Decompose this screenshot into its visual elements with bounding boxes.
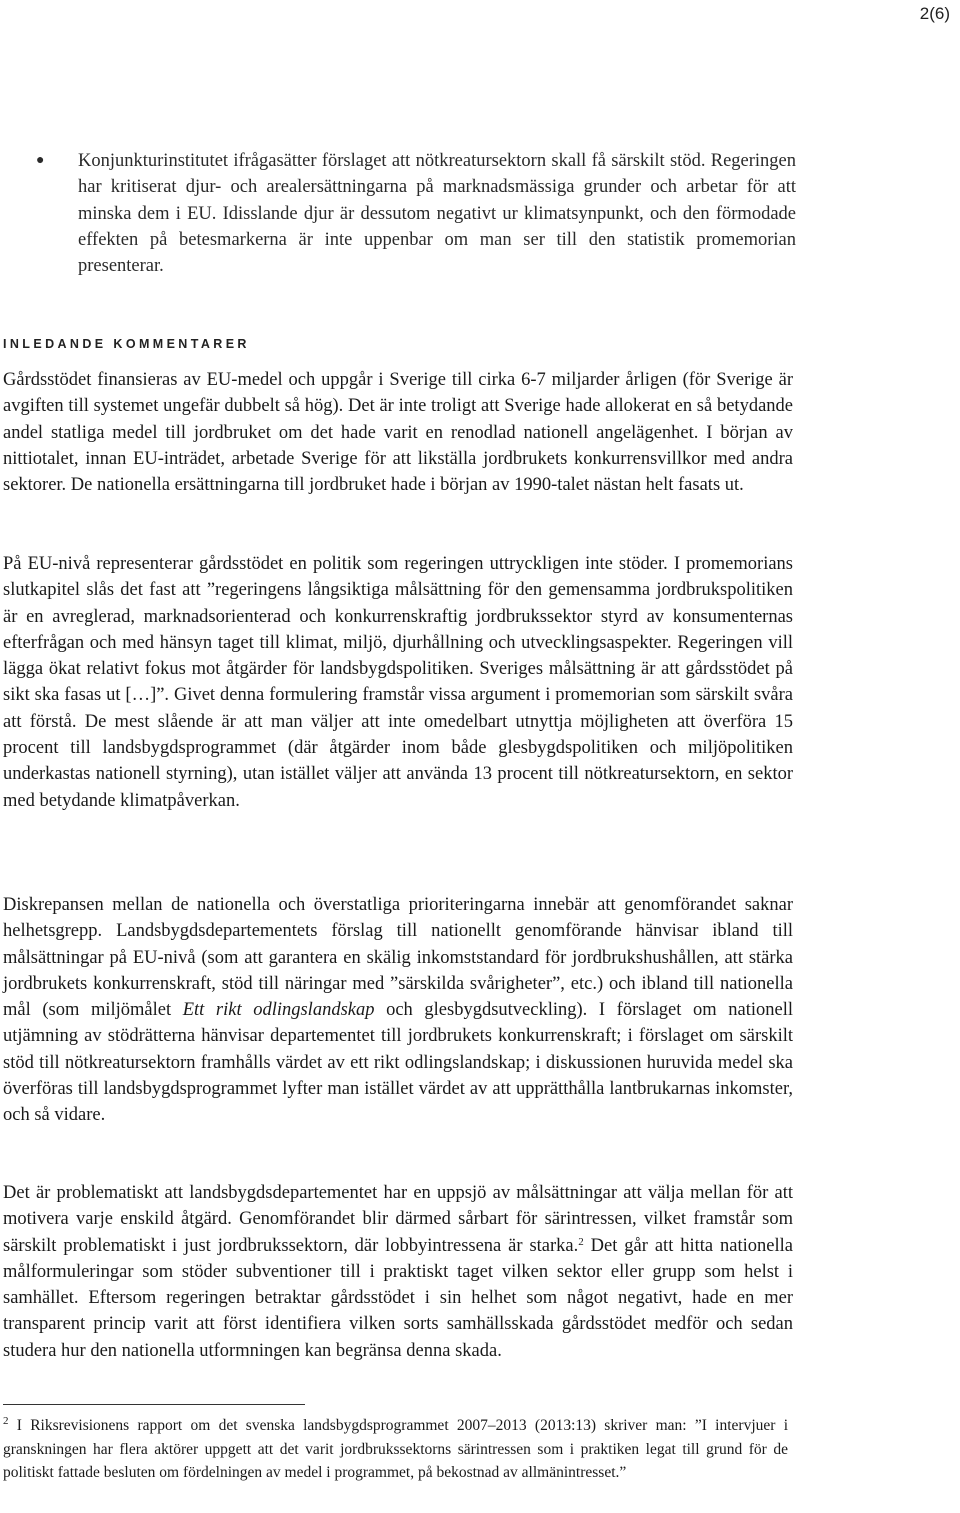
- footnote-reference[interactable]: 2: [578, 1235, 584, 1248]
- footnote-text: I Riksrevisionens rapport om det svenska landsbygdsprogrammet 2007–2013 (2013:13) skriver man: ”I intervjuer i granskningen har flera aktörer uppgett att det varit jordbrukssektorns särintressen som i praktiken legat till grund för de politiskt fattade besluten om fördelningen av medel i programmet, på bekostnad av allmänintresset.”: [3, 1417, 788, 1481]
- paragraph-3: [3, 892, 793, 1129]
- footnote-number: 2: [3, 1415, 9, 1427]
- paragraph-3-text-a: Diskrepansen mellan de nationella och överstatliga prioriteringarna innebär att genomförandet saknar helhetsgrepp. Landsbygdsdepartementets förslag till nationellt genomförande hänvisar ibland till målsättningar på EU-nivå (som att garantera en skälig inkomststandard för jordbrukshushållen, att stärka jordbrukets konkurrenskraft, stöd till näringar med ”särskilda svårigheter”, etc.) och ibland till nationella mål (som miljömålet: [3, 895, 793, 1021]
- bullet-icon: ●: [36, 153, 45, 168]
- italic-goal-name: Ett rikt odlingslandskap: [182, 1000, 375, 1021]
- paragraph-4-text-a: Det är problematiskt att landsbygdsdepartementet har en uppsjö av målsättningar att välja mellan för att motivera varje enskild åtgärd. Genomförandet blir därmed sårbart för särintressen, vilket framstår som särskilt problematiskt i just jordbrukssektorn, där lobbyintressena är starka.: [3, 1183, 793, 1256]
- paragraph-4: [3, 1180, 793, 1364]
- page-number: 2(6): [919, 4, 950, 23]
- footnote-divider: [3, 1404, 305, 1405]
- bullet-list-item: [36, 148, 796, 279]
- paragraph-2: På EU-nivå representerar gårdsstödet en politik som regeringen uttryckligen inte stöder. I promemorians slutkapitel slås det fast att ”regeringens långsiktiga målsättning för den gemensamma jordbrukspolitiken är en avreglerad, marknadsorienterad och konkurrenskraftig jordbrukssektor styrd av konsumenternas efterfrågan och med hänsyn taget till klimat, miljö, djurhållning och utvecklingsaspekter. Regeringen vill lägga ökat relativt fokus mot åtgärder för landsbygdspolitiken. Sveriges målsättning är att gårdsstödet på sikt ska fasas ut […]”. Givet denna formulering framstår vissa argument i promemorian som särskilt svåra att förstå. De mest slående är att man väljer att inte omedelbart utnyttja möjligheten att överföra 15 procent till landsbygdsprogrammet (där åtgärder inom både glesbygdspolitiken och miljöpolitiken underkastas nationell styrning), utan istället väljer att använda 13 procent till nötkreatursektorn, en sektor med betydande klimatpåverkan.: [3, 554, 793, 811]
- paragraph-3-text-b: och glesbygdsutveckling). I förslaget om nationell utjämning av stödrätterna hänvisar departementet till jordbrukets konkurrenskraft; i förslaget om särskilt stöd till nötkreatursektorn framhålls värdet av ett rikt odlingslandskap; i diskussionen huruvida medel ska överföras till landsbygdsprogrammet lyfter man istället värdet av att upprätthålla lantbrukarnas inkomster, och så vidare.: [3, 1000, 793, 1126]
- bullet-text: Konjunkturinstitutet ifrågasätter förslaget att nötkreatursektorn skall få särskilt stöd. Regeringen har kritiserat djur- och arealersättningarna på marknadsmässiga grunder och arbetar för att minska dem i EU. Idisslande djur är dessutom negativt ur klimatsynpunkt, och den förmodade effekten på betesmarkerna är inte uppenbar om man ser till den statistik promemorian presenterar.: [78, 151, 796, 277]
- footnote: [3, 1414, 788, 1485]
- paragraph-1: Gårdsstödet finansieras av EU-medel och uppgår i Sverige till cirka 6-7 miljarder årligen (för Sverige är avgiften till systemet ungefär dubbelt så hög). Det är inte troligt att Sverige hade allokerat en så betydande andel statliga medel till jordbruket om det hade varit en renodlad nationell angelägenhet. I början av nittiotalet, innan EU-inträdet, arbetade Sverige för att likställa jordbrukets konkurrensvillkor med andra sektorer. De nationella ersättningarna till jordbruket hade i början av 1990-talet nästan helt fasats ut.: [3, 370, 793, 496]
- section-heading: INLEDANDE KOMMENTARER: [3, 337, 250, 351]
- paragraph-4-text-b: Det går att hitta nationella målformuleringar som stöder subventioner till i praktiskt taget vilken sektor eller grupp som helst i samhället. Eftersom regeringen betraktar gårdsstödet i sin helhet som något negativt, hade en mer transparent princip varit att först identifiera vilken sorts samhällsskada gårdsstödet medför och sedan studera hur den nationella utformningen kan begränsa denna skada.: [3, 1235, 793, 1361]
